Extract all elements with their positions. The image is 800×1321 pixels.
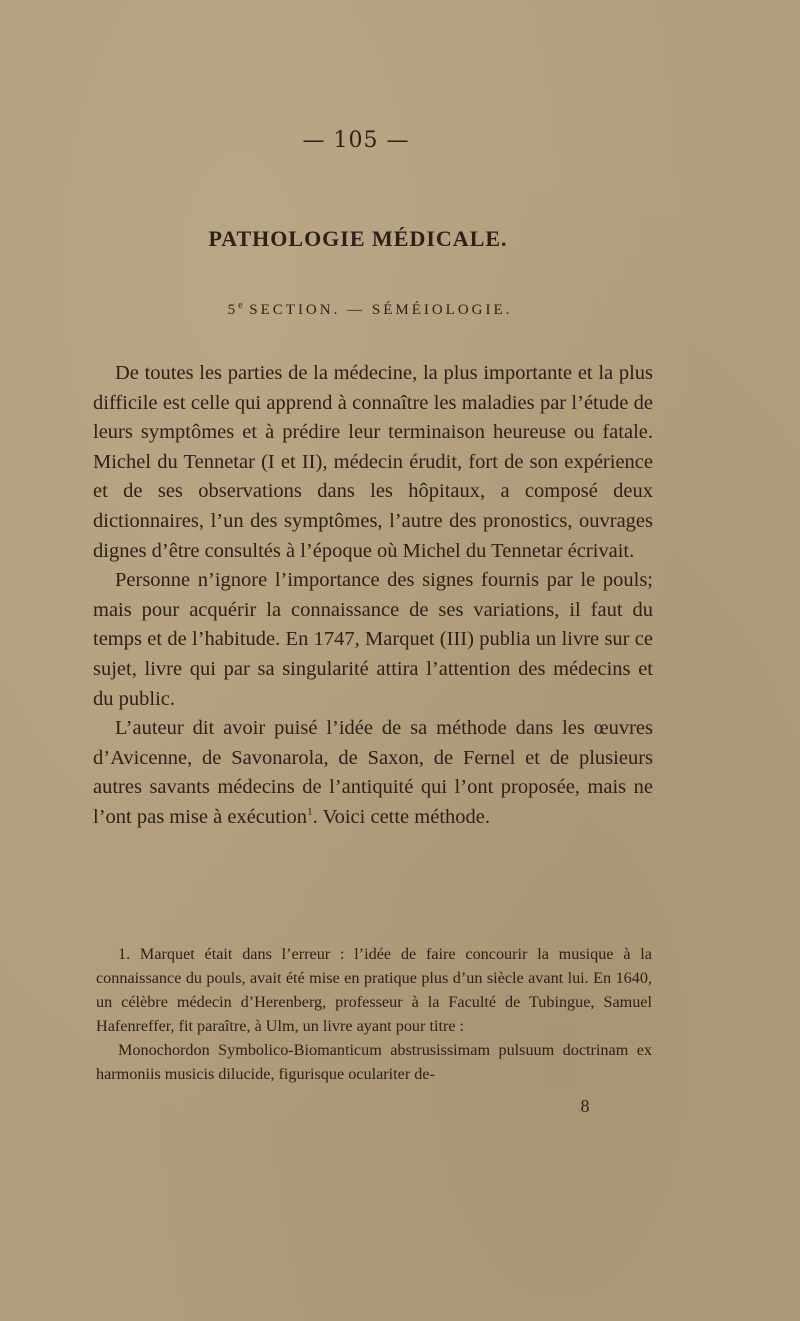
footnote-reference: 1 [307, 806, 313, 819]
paragraph: Personne n’ignore l’importance des signes fournis par le pouls; mais pour acquérir la connaissance de ses variations, il faut du temps et de l’habitude. En 1747, Marquet (III) publia un livre sur ce sujet, livre qui par sa singularité attira l’attention des médecins et du public. [93, 569, 653, 710]
section-heading [0, 300, 740, 319]
page-title: PATHOLOGIE MÉDICALE. [208, 226, 508, 251]
paragraph [93, 714, 653, 832]
footnote [96, 942, 652, 1086]
footnote-paragraph: 1. Marquet était dans l’erreur : l’idée de faire concourir la musique à la connaissance du pouls, avait été mise en pratique plus d’un siècle avant lui. En 1640, un célèbre médecin d’Herenberg, professeur à la Faculté de Tubingue, Samuel Hafenreffer, fit paraître, à Ulm, un livre ayant pour titre : [96, 945, 652, 1035]
page-number: — 105 — [302, 128, 410, 153]
section-ordinal-suffix: e [238, 300, 243, 311]
paragraph-text: L’auteur dit avoir puisé l’idée de sa méthode dans les œuvres d’Avicenne, de Savonarola, de Saxon, de Fernel et de plusieurs autres savants médecins de l’antiquité qui l’ont proposée, mais ne l’ont pas mise à exécution [93, 717, 653, 828]
section-label: SECTION. — SÉMÉIOLOGIE. [249, 302, 513, 318]
section-number: 5 [227, 302, 239, 318]
footnote-paragraph: Monochordon Symbolico-Biomanticum abstrusissimam pulsuum doctrinam ex harmoniis musicis dilucide, figurisque oculariter de- [96, 1041, 652, 1083]
main-text [93, 359, 653, 833]
signature-mark: 8 [580, 1096, 590, 1116]
paragraph: De toutes les parties de la médecine, la plus importante et la plus difficile est celle qui apprend à connaître les maladies par l’étude de leurs symptômes et à prédire leur terminaison heureuse ou fatale. Michel du Tennetar (I et II), médecin érudit, fort de son expérience et de ses observations dans les hôpitaux, a composé deux dictionnaires, l’un des symptômes, l’autre des pronostics, ouvrages dignes d’être consultés à l’époque où Michel du Tennetar écrivait. [93, 362, 653, 562]
paragraph-text-end: . Voici cette méthode. [312, 805, 490, 828]
